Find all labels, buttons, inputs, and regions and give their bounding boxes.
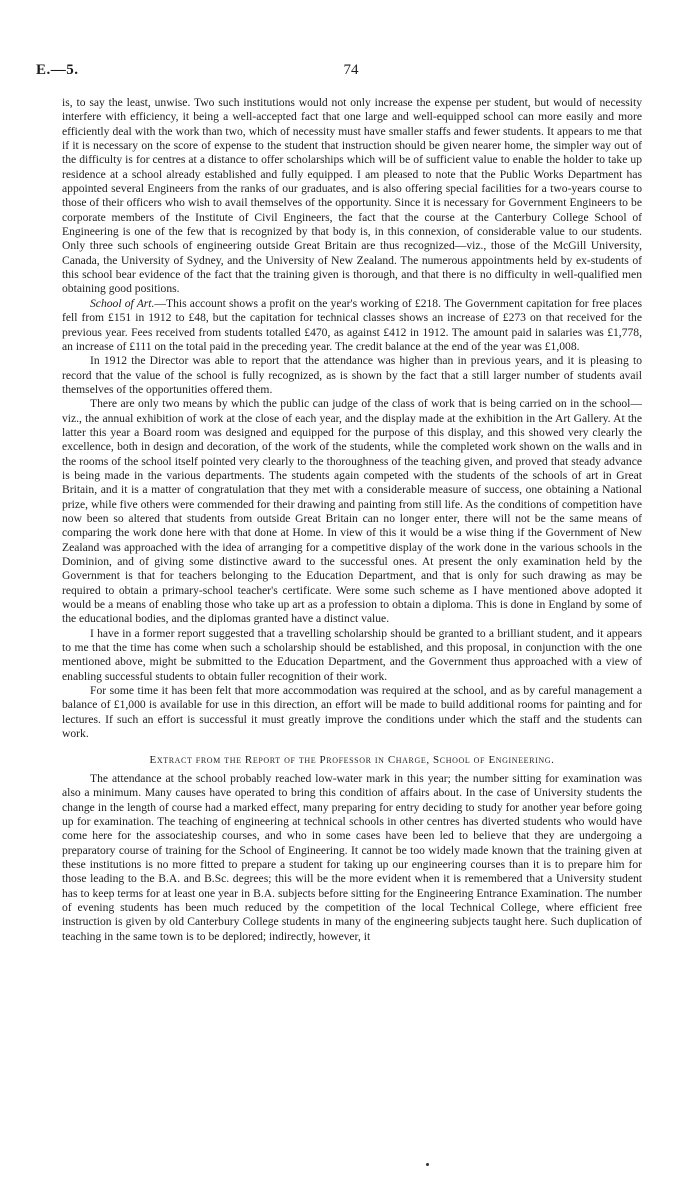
paragraph-scholarship: I have in a former report suggested that a travelling scholarship should be granted to a brilliant student, and it appears to me that the time has come when such a scholarship should be established, and this proposal, in conjunction with the one mentioned above, might be submitted to the Education Department, and the Government thus approached with a view of enabling successful students to obtain fuller recognition of their work. [62,626,642,683]
paragraph-engineering: The attendance at the school probably reached low-water mark in this year; the number sitting for examination was also a minimum. Many causes have operated to bring this condition of affairs about. In the case of University students the change in the length of course had a marked effect, many preparing for entry deciding to study for another year before going up for examination. The teaching of engineering at technical schools in other centres has diverted students who would have come here for the associateship courses, and who in some cases have been led to believe that they are undergoing a preparatory course of training for the School of Engineering. It cannot be too widely made known that the training given at these institutions is no more fitted to prepare a student for taking up our engineering courses than it is to prepare him for those leading to the B.A. and B.Sc. degrees; this will be the more evident when it is remembered that a University student has to keep terms for at least one year in B.A. subjects before sitting for the Engineering Entrance Examination. The number of evening students has been much reduced by the competition of the local Technical College, where efficient free instruction is given by old Canterbury College students in many of the engineering subjects taught here. Such duplication of teaching in the same town is to be deplored; indirectly, however, it [62,771,642,943]
page-mark [426,1163,429,1166]
page-number: 74 [343,62,359,78]
paragraph-school-of-art [62,297,642,354]
section-heading: Extract from the Report of the Professor in Charge, School of Engineering. [149,754,555,767]
paragraph-exhibition: There are only two means by which the public can judge of the class of work that is being carried on in the school—viz., the annual exhibition of work at the close of each year, and the display made at the exhibition in the Art Gallery. At the latter this year a Board room was designed and equipped for the purpose of this display, and this showed very clearly the excellence, both in design and decoration, of the work of the students, while the completed work shown on the walls and in the rooms of the school itself pointed very clearly to the thoroughness of the teaching given, and proved that steady advance is being made in the various departments. The students again competed with the students of the schools of art in Great Britain, and it is a matter of congratulation that they met with a considerable measure of success, one obtaining a National prize, while five others were commended for their drawing and painting from still life. As the conditions of competition have now been so altered that students from outside Great Britain can no longer enter, there will not be the same means of comparing the work done here with that done at Home. In view of this it would be a wise thing if the Government of New Zealand was approached with the idea of arranging for a competitive display of the work done in the various schools in the Dominion, and of giving some distinctive award to the successful ones. At present the only examination held by the Government is that for teachers belonging to the Education Department, and that is only for such drawing as may be required to obtain a primary-school teacher's certificate. Were some such scheme as I have mentioned above adopted it would be a means of enabling those who take up art as a profession to obtain a diploma. This is done in England by some of the educational bodies, and the diplomas granted have a distinct value. [62,397,642,626]
series-label: E.—5. [36,62,79,78]
paragraph-accommodation: For some time it has been felt that more accommodation was required at the school, and as by careful management a balance of £1,000 is available for use in this direction, an effort will be made to build additional rooms for painting and for lectures. If such an effort is successful it must greatly improve the conditions under which the staff and the students can work. [62,684,642,741]
school-of-art-label: School of Art. [90,296,155,310]
paragraph-continued: is, to say the least, unwise. Two such institutions would not only increase the expense per student, but would of necessity interfere with efficiency, it being a well-accepted fact that one large and well-equipped school can more easily and more efficiently deal with the work than two, which of necessity must have smaller staffs and fewer students. It appears to me that if it is necessary on the score of expense to the student that instruction should be given nearer home, the simpler way out of the difficulty is for centres at a distance to offer scholarships which will be of sufficient value to enable the holder to take up residence at a school already established and fully equipped. I am pleased to note that the Public Works Department has appointed several Engineers from the ranks of our graduates, and is also offering special facilities for a two-years course to those of their officers who wish to avail themselves of the opportunity. Since it is necessary for Government Engineers to be corporate members of the Institute of Civil Engineers, the fact that the course at the Canterbury College School of Engineering is one of the few that is recognized by that body is, in this connexion, of considerable value to our students. Only three such schools of engineering outside Great Britain are thus recognized—viz., those of the McGill University, Canada, the University of Sydney, and the University of New Zealand. The numerous appointments held by ex-students of this school bear evidence of the fact that the training given is thorough, and that there is no difficulty in well-qualified men obtaining good positions. [62,96,642,296]
body-text [62,96,642,944]
page-header [36,62,666,86]
paragraph-attendance: In 1912 the Director was able to report that the attendance was higher than in previous years, and it is pleasing to record that the value of the school is fully recognized, as is shown by the fact that a still larger number of students avail themselves of the opportunities offered them. [62,354,642,396]
school-of-art-text: —This account shows a profit on the year's working of £218. The Government capitation for free places fell from £151 in 1912 to £48, but the capitation for technical classes shows an increase of £273 on that received for the previous year. Fees received from students totalled £470, as against £412 in 1912. The amount paid in salaries was £1,778, an increase of £111 on the total paid in the preceding year. The credit balance at the end of the year was £1,008. [62,296,642,353]
